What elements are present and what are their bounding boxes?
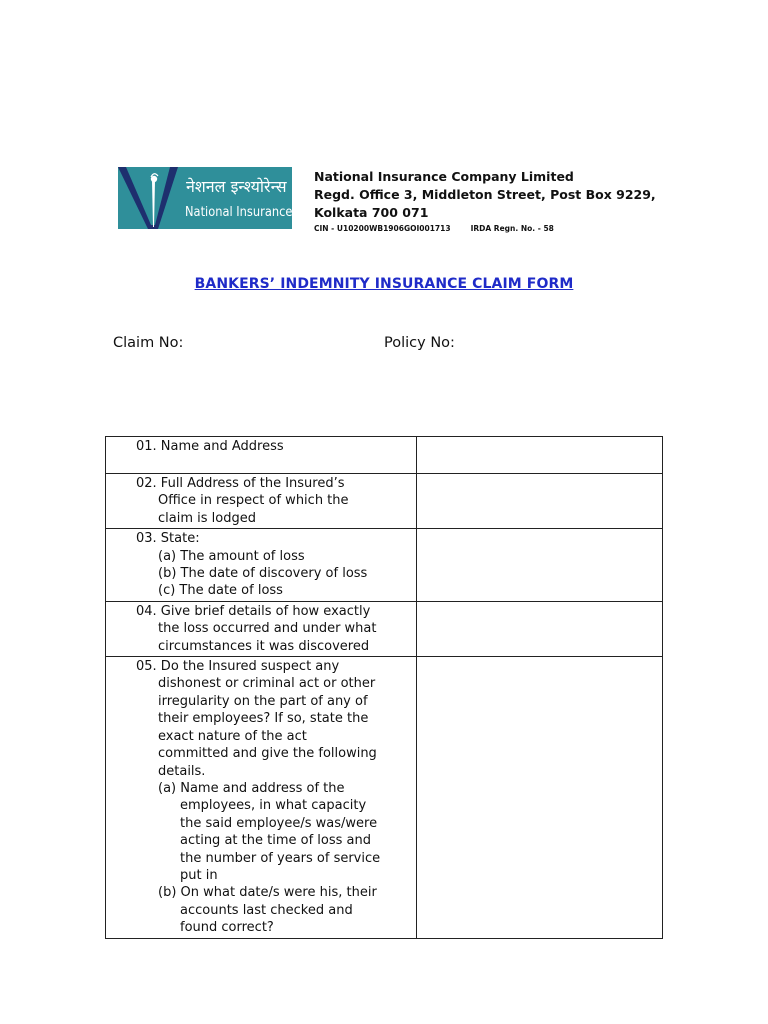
question-text: details. (158, 763, 206, 779)
answer-field-loss-circumstances[interactable] (416, 601, 662, 656)
company-address-line2: Kolkata 700 071 (314, 205, 429, 220)
table-row-02 (106, 474, 663, 529)
question-cell (106, 529, 417, 602)
question-text: circumstances it was discovered (158, 638, 370, 654)
question-cell (106, 657, 417, 939)
question-text: employees, in what capacity (180, 798, 367, 814)
logo-english-text: National Insurance (185, 205, 292, 220)
irda-number: IRDA Regn. No. - 58 (470, 224, 554, 233)
claim-no-label: Claim No: (113, 335, 184, 351)
company-info (314, 168, 656, 235)
question-cell (106, 474, 417, 529)
company-address-line1: Regd. Office 3, Middleton Street, Post Box 9229, (314, 187, 656, 202)
question-text: the said employee/s was/were (180, 815, 378, 831)
question-text: accounts last checked and (180, 902, 353, 918)
question-text: 03. State: (136, 531, 200, 547)
answer-field-loss-details[interactable] (416, 529, 662, 602)
question-text: acting at the time of loss and (180, 833, 371, 849)
logo-emblem-icon (118, 167, 190, 229)
question-text: 01. Name and Address (136, 439, 284, 454)
question-text: their employees? If so, state the (158, 711, 369, 727)
claim-form-table (105, 436, 663, 939)
question-text: found correct? (180, 920, 274, 936)
table-row-05 (106, 657, 663, 939)
question-cell (106, 437, 417, 474)
question-text: (a) The amount of loss (158, 548, 305, 564)
question-text: 02. Full Address of the Insured’s (136, 476, 345, 491)
question-text: claim is lodged (158, 510, 256, 526)
question-text: (b) The date of discovery of loss (158, 566, 368, 582)
question-text: 05. Do the Insured suspect any (136, 659, 340, 675)
form-title: BANKERS’ INDEMNITY INSURANCE CLAIM FORM (194, 276, 574, 292)
question-text: (c) The date of loss (158, 583, 283, 599)
table-row-03 (106, 529, 663, 602)
question-cell (106, 601, 417, 656)
question-text: the loss occurred and under what (158, 621, 377, 637)
company-registration (314, 223, 656, 235)
cin-number: CIN - U10200WB1906GOI001713 (314, 224, 451, 233)
question-text: 04. Give brief details of how exactly (136, 603, 371, 619)
question-text: Office in respect of which the (158, 493, 349, 509)
policy-no-label: Policy No: (384, 335, 455, 351)
question-subitem-a: (a) Name and address of the (158, 780, 345, 796)
question-text: dishonest or criminal act or other (158, 676, 376, 692)
national-insurance-logo (118, 167, 292, 229)
question-subitem-b: (b) On what date/s were his, their (158, 885, 377, 901)
answer-field-name-address[interactable] (416, 437, 662, 474)
question-text: committed and give the following (158, 746, 377, 762)
question-text: exact nature of the act (158, 728, 307, 744)
answer-field-insured-office-address[interactable] (416, 474, 662, 529)
question-text: the number of years of service (180, 850, 381, 866)
logo-hindi-text: नेशनल इन्श्योरेन्स (186, 177, 287, 196)
answer-field-employee-suspicion[interactable] (416, 657, 662, 939)
table-row-01 (106, 437, 663, 474)
table-row-04 (106, 601, 663, 656)
company-name: National Insurance Company Limited (314, 169, 574, 184)
question-text: irregularity on the part of any of (158, 693, 368, 709)
question-text: put in (180, 867, 218, 883)
